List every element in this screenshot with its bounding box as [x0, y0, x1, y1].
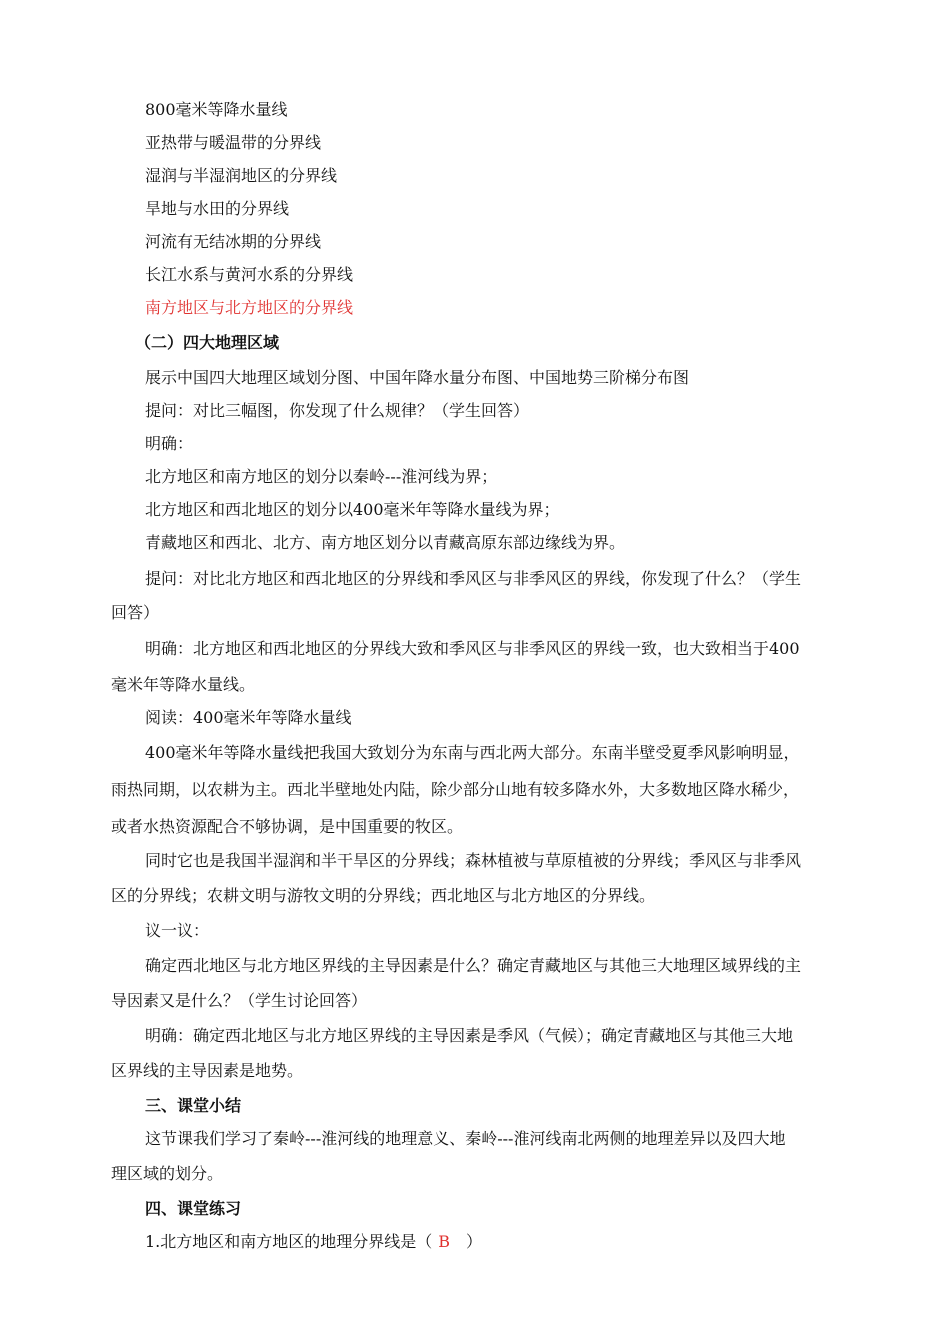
question-close: ） [466, 1232, 483, 1251]
list-item: 旱地与水田的分界线 [145, 199, 290, 218]
paragraph: 400毫米年等降水量线把我国大致划分为东南与西北两大部分。东南半壁受夏季风影响明显， [145, 743, 800, 762]
paragraph: 这节课我们学习了秦岭---淮河线的地理意义、秦岭---淮河线南北两侧的地理差异以及四大地 [145, 1129, 786, 1148]
paragraph: 青藏地区和西北、北方、南方地区划分以青藏高原东部边缘线为界。 [145, 533, 626, 552]
paragraph: 同时它也是我国半湿润和半干旱区的分界线；森林植被与草原植被的分界线；季风区与非季风 [145, 851, 802, 870]
section-heading-summary: 三、课堂小结 [145, 1096, 242, 1115]
paragraph: 提问：对比三幅图，你发现了什么规律？（学生回答） [145, 401, 530, 420]
practice-question-1 [145, 1232, 482, 1252]
paragraph: 展示中国四大地理区域划分图、中国年降水量分布图、中国地势三阶梯分布图 [145, 368, 690, 387]
paragraph: 毫米年等降水量线。 [111, 675, 256, 694]
paragraph: 北方地区和南方地区的划分以秦岭---淮河线为界； [145, 467, 498, 486]
paragraph: 北方地区和西北地区的划分以400毫米年等降水量线为界； [145, 500, 560, 519]
paragraph: 议一议： [145, 921, 210, 940]
paragraph: 确定西北地区与北方地区界线的主导因素是什么？确定青藏地区与其他三大地理区域界线的主 [145, 956, 802, 975]
paragraph: 区的分界线；农耕文明与游牧文明的分界线；西北地区与北方地区的分界线。 [111, 886, 656, 905]
list-item: 亚热带与暖温带的分界线 [145, 133, 322, 152]
section-heading-practice: 四、课堂练习 [145, 1199, 242, 1218]
paragraph: 理区域的划分。 [111, 1164, 224, 1183]
paragraph: 明确：北方地区和西北地区的分界线大致和季风区与非季风区的界线一致，也大致相当于400 [145, 639, 800, 658]
paragraph: 明确：确定西北地区与北方地区界线的主导因素是季风（气候）；确定青藏地区与其他三大地 [145, 1026, 794, 1045]
list-item: 湿润与半湿润地区的分界线 [145, 166, 338, 185]
answer-mark: B [438, 1232, 451, 1251]
paragraph: 或者水热资源配合不够协调，是中国重要的牧区。 [111, 817, 464, 836]
list-item: 河流有无结冰期的分界线 [145, 232, 322, 251]
list-item: 长江水系与黄河水系的分界线 [145, 265, 354, 284]
paragraph: 雨热同期，以农耕为主。西北半壁地处内陆，除少部分山地有较多降水外，大多数地区降水稀少， [111, 780, 800, 799]
paragraph: 回答） [111, 603, 160, 622]
list-item-highlight: 南方地区与北方地区的分界线 [145, 298, 354, 317]
question-text: 1.北方地区和南方地区的地理分界线是（ [145, 1232, 433, 1251]
paragraph: 明确： [145, 434, 194, 453]
paragraph: 导因素又是什么？（学生讨论回答） [111, 991, 368, 1010]
list-item: 800毫米等降水量线 [145, 100, 288, 119]
section-heading-four-regions: （二）四大地理区域 [135, 333, 280, 352]
paragraph: 阅读：400毫米年等降水量线 [145, 708, 352, 727]
paragraph: 区界线的主导因素是地势。 [111, 1061, 304, 1080]
paragraph: 提问：对比北方地区和西北地区的分界线和季风区与非季风区的界线，你发现了什么？（学生 [145, 569, 802, 588]
